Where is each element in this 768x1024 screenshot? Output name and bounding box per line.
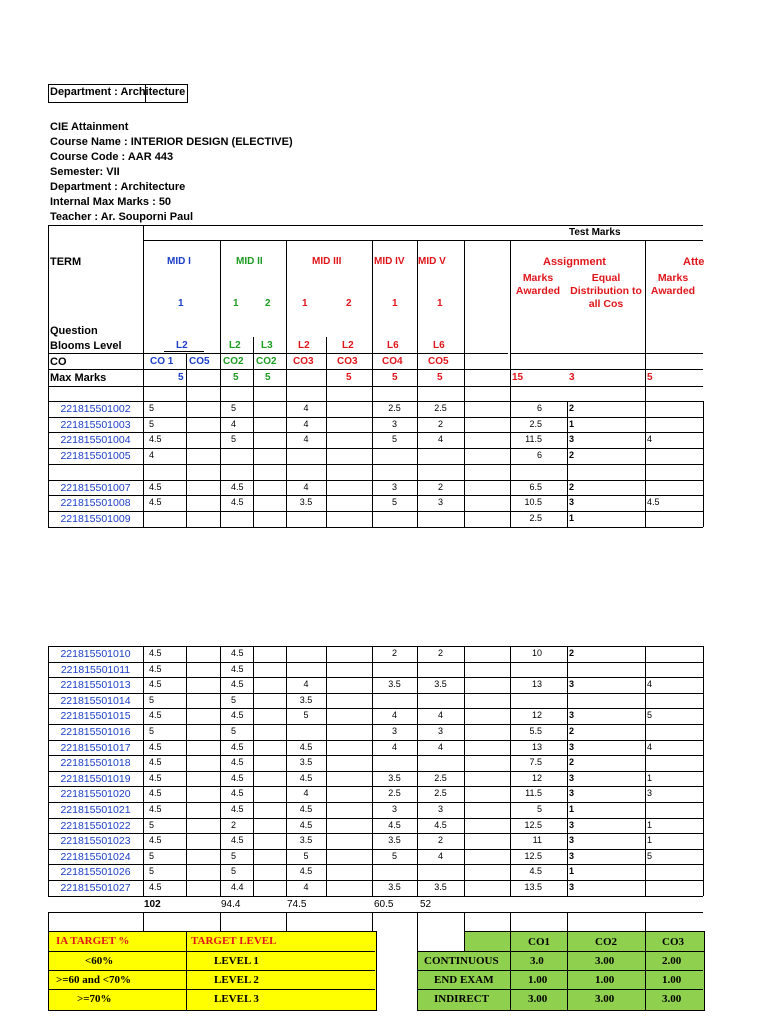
score-cell[interactable]: 4.5 [231,772,244,783]
student-id-cell[interactable]: 221815501015 [60,710,131,723]
score-cell[interactable]: 5 [149,726,155,736]
score-cell[interactable]: 4.5 [149,882,162,892]
score-cell[interactable]: 2 [569,450,575,461]
target-row1-range: <60% [85,955,114,967]
score-cell[interactable]: 3.5 [299,757,313,768]
test-marks-header: Test Marks [569,227,621,238]
score-cell[interactable]: 4.5 [231,648,244,658]
max-marks-label: Max Marks [50,372,107,384]
score-cell[interactable]: 6 [536,403,542,413]
student-id-cell[interactable]: 221815501004 [60,434,131,447]
score-cell[interactable]: 3 [647,788,653,799]
score-cell[interactable]: 2.5 [388,788,401,799]
score-cell[interactable]: 1 [569,512,575,523]
score-cell[interactable]: 3 [391,418,397,429]
score-cell[interactable]: 2 [437,481,443,492]
score-cell[interactable]: 5 [303,710,309,721]
continuous-co1: 3.0 [530,955,544,967]
score-cell[interactable]: 3.5 [388,772,401,783]
score-cell[interactable]: 4.5 [149,772,162,783]
course-name: Course Name : INTERIOR DESIGN (ELECTIVE) [50,136,293,148]
score-cell[interactable]: 4 [647,434,653,445]
course-code: Course Code : AAR 443 [50,151,174,163]
student-id-cell[interactable]: 221815501017 [60,741,131,754]
score-cell[interactable]: 4.5 [149,497,162,508]
score-cell[interactable]: 4 [231,418,237,429]
score-cell[interactable]: 4 [391,741,397,752]
score-cell[interactable]: 3 [437,726,443,736]
student-id-cell[interactable]: 221815501027 [60,882,131,894]
student-id-cell[interactable]: 221815501014 [60,694,131,707]
total-mid5: 52 [420,899,432,910]
co-mid3-b: CO3 [337,356,358,367]
score-cell[interactable]: 3.5 [299,497,313,508]
q-mid3-a: 1 [302,298,308,309]
score-cell[interactable]: 12 [531,710,542,721]
total-mid4: 60.5 [374,899,394,910]
score-cell[interactable]: 5 [149,819,155,830]
mid1-header: MID I [167,256,191,267]
score-cell[interactable]: 4.5 [149,434,162,445]
score-cell[interactable]: 2 [569,481,575,492]
score-cell[interactable]: 3.5 [388,882,401,892]
target-row2-level: LEVEL 2 [214,974,259,986]
score-cell[interactable]: 4 [437,710,443,721]
score-cell[interactable]: 7.5 [529,757,542,768]
score-cell[interactable]: 3 [391,481,397,492]
score-cell[interactable]: 5 [149,850,155,861]
student-id-cell[interactable]: 221815501011 [60,663,131,676]
score-cell[interactable]: 4.5 [149,663,162,674]
score-cell[interactable]: 3 [437,497,443,508]
score-cell[interactable]: 4 [437,741,443,752]
end-exam-co2: 1.00 [595,974,615,986]
score-cell[interactable]: 4.5 [299,819,313,830]
score-cell[interactable]: 4.5 [299,741,313,752]
indirect-co2: 3.00 [595,993,615,1005]
q-mid2-a: 1 [233,298,239,309]
score-cell[interactable]: 3 [569,772,575,783]
score-cell[interactable]: 4 [437,850,443,861]
score-cell[interactable]: 3 [569,788,575,799]
end-exam-label: END EXAM [434,974,494,986]
score-cell[interactable]: 5 [149,403,155,413]
indirect-co1: 3.00 [528,993,548,1005]
score-cell[interactable]: 4.5 [149,741,162,752]
score-cell[interactable]: 3.5 [299,694,313,705]
bl-mid1: L2 [176,340,188,351]
score-cell[interactable]: 3 [569,710,575,721]
score-cell[interactable]: 13.5 [524,882,542,892]
student-id-cell[interactable]: 221815501010 [60,648,131,660]
score-cell[interactable]: 5 [231,434,237,445]
score-cell[interactable]: 2 [437,648,443,658]
score-cell[interactable]: 3.5 [388,679,401,690]
score-cell[interactable]: 5 [231,850,237,861]
mid4-header: MID IV [374,256,405,267]
continuous-co3: 2.00 [662,955,682,967]
score-cell[interactable]: 1 [569,418,575,429]
score-cell[interactable]: 2 [569,757,575,768]
marks-awarded-2-header: Marks Awarded [650,272,696,297]
total-mid1: 102 [144,899,161,910]
score-cell[interactable]: 2.5 [434,788,447,799]
bl-mid2-a: L2 [229,340,241,351]
score-cell[interactable]: 4.5 [149,648,162,658]
score-cell[interactable]: 2 [569,403,575,413]
indirect-label: INDIRECT [434,993,490,1005]
score-cell[interactable]: 4 [149,450,155,461]
end-exam-co3: 1.00 [662,974,682,986]
score-cell[interactable]: 5 [391,497,397,508]
score-cell[interactable]: 1 [647,819,653,830]
total-mid2: 94.4 [221,899,241,910]
score-cell[interactable]: 12.5 [524,819,542,830]
score-cell[interactable]: 5 [149,866,155,877]
department: Department : Architecture [50,181,186,193]
score-cell[interactable]: 4.5 [149,481,162,492]
ia-target-header: IA TARGET % [56,935,130,947]
student-id-cell[interactable]: 221815501016 [60,726,131,738]
score-cell[interactable]: 5 [231,726,237,736]
co-mid5: CO5 [428,356,449,367]
score-cell[interactable]: 3 [391,804,397,814]
max-equal: 3 [569,372,575,383]
score-cell[interactable]: 2 [231,819,237,830]
max-assignment: 15 [512,372,524,383]
student-id-cell[interactable]: 221815501013 [60,679,131,692]
student-id-cell[interactable]: 221815501023 [60,835,131,848]
q-mid3-b: 2 [346,298,352,309]
co-mid3-a: CO3 [293,356,314,367]
q-mid1: 1 [178,298,184,309]
score-cell[interactable]: 4.5 [231,497,244,508]
score-cell[interactable]: 2.5 [388,403,401,413]
score-cell[interactable]: 4 [647,741,653,752]
score-cell[interactable]: 5 [149,694,155,705]
max-mid4: 5 [392,372,398,383]
bl-mid2-b: L3 [261,340,273,351]
bl-mid3-a: L2 [298,340,310,351]
score-cell[interactable]: 4.5 [299,772,313,783]
score-cell[interactable]: 4.4 [231,882,244,892]
score-cell[interactable]: 13 [531,679,542,690]
score-cell[interactable]: 11.5 [525,788,542,799]
score-cell[interactable]: 1 [569,866,575,877]
score-cell[interactable]: 4.5 [149,679,162,690]
term-header: TERM [50,256,82,268]
max-mid3: 5 [346,372,352,383]
score-cell[interactable]: 4.5 [231,710,244,721]
bl-mid5: L6 [433,340,445,351]
score-cell[interactable]: 4.5 [149,804,162,814]
score-cell[interactable]: 2.5 [434,772,447,783]
student-id-cell[interactable]: 221815501003 [60,418,131,431]
score-cell[interactable]: 4.5 [231,663,244,674]
score-cell[interactable]: 4 [303,403,309,413]
score-cell[interactable]: 4 [391,710,397,721]
co-mid2-a: CO2 [223,356,244,367]
score-cell[interactable]: 5 [647,850,653,861]
score-cell[interactable]: 4.5 [231,757,244,768]
score-cell[interactable]: 4 [647,679,653,690]
mid5-header: MID V [418,256,446,267]
score-cell[interactable]: 6 [536,450,542,461]
student-id-cell[interactable]: 221815501009 [60,512,131,525]
score-cell[interactable]: 1 [647,772,653,783]
score-cell[interactable]: 4 [303,788,309,799]
score-cell[interactable]: 10.5 [524,497,542,508]
score-cell[interactable]: 4.5 [231,741,244,752]
score-cell[interactable]: 3 [391,726,397,736]
score-cell[interactable]: 4 [303,434,309,445]
score-cell[interactable]: 5 [149,418,155,429]
score-cell[interactable]: 3 [569,835,575,846]
score-cell[interactable]: 4.5 [149,788,162,799]
score-cell[interactable]: 2 [569,726,575,736]
co1-header: CO1 [528,936,550,948]
bl-mid4: L6 [387,340,399,351]
max-mid2-a: 5 [233,372,239,383]
score-cell[interactable]: 3 [569,850,575,861]
score-cell[interactable]: 13 [531,741,542,752]
mid2-header: MID II [236,256,263,267]
indirect-co3: 3.00 [662,993,682,1005]
score-cell[interactable]: 4.5 [149,757,162,768]
score-cell[interactable]: 4.5 [647,497,660,508]
student-id-cell[interactable]: 221815501022 [60,819,131,832]
target-row2-range: >=60 and <70% [56,974,132,986]
score-cell[interactable]: 1 [647,835,653,846]
score-cell[interactable]: 4.5 [231,804,244,814]
target-row1-level: LEVEL 1 [214,955,259,967]
score-cell[interactable]: 10 [531,648,542,658]
score-cell[interactable]: 5 [303,850,309,861]
equal-distribution-header: Equal Distribution to all Cos [570,272,642,310]
score-cell[interactable]: 4.5 [388,819,401,830]
co-label: CO [50,356,67,368]
score-cell[interactable]: 2.5 [529,512,542,523]
score-cell[interactable]: 3.5 [434,679,447,690]
max-mid2-b: 5 [265,372,271,383]
target-level-header: TARGET LEVEL [191,935,277,947]
score-cell[interactable]: 5 [231,694,237,705]
mid3-header: MID III [312,256,342,267]
score-cell[interactable]: 4 [303,481,309,492]
max-mid5: 5 [437,372,443,383]
score-cell[interactable]: 5 [536,804,542,814]
score-cell[interactable]: 4.5 [434,819,447,830]
assignment-header: Assignment [543,256,606,268]
score-cell[interactable]: 11.5 [525,434,542,445]
blooms-label: Blooms Level [50,340,122,352]
score-cell[interactable]: 5 [391,850,397,861]
end-exam-co1: 1.00 [528,974,548,986]
score-cell[interactable]: 3 [569,434,575,445]
student-id-cell[interactable]: 221815501007 [60,481,131,494]
continuous-co2: 3.00 [595,955,615,967]
score-cell[interactable]: 2.5 [529,418,542,429]
score-cell[interactable]: 12 [531,772,542,783]
score-cell[interactable]: 11 [532,835,542,846]
score-cell[interactable]: 3.5 [299,835,313,846]
attendance-header: Atte [683,256,705,268]
max-attendance: 5 [647,372,653,383]
score-cell[interactable]: 3 [569,679,575,690]
score-cell[interactable]: 4.5 [231,481,244,492]
score-cell[interactable]: 5 [231,403,237,413]
department-top: Department : Architecture [50,86,186,98]
score-cell[interactable]: 4.5 [149,710,162,721]
co-mid4: CO4 [382,356,403,367]
student-id-cell[interactable]: 221815501019 [60,772,131,785]
student-id-cell[interactable]: 221815501008 [60,497,131,510]
score-cell[interactable]: 4.5 [231,679,244,690]
score-cell[interactable]: 4 [303,418,309,429]
teacher: Teacher : Ar. Souporni Paul [50,211,194,223]
score-cell[interactable]: 4 [437,434,443,445]
question-label: Question [50,325,98,337]
score-cell[interactable]: 4.5 [231,788,244,799]
q-mid2-b: 2 [265,298,271,309]
score-cell[interactable]: 2 [437,835,443,846]
student-id-cell[interactable]: 221815501005 [60,450,131,463]
score-cell[interactable]: 12.5 [524,850,542,861]
total-mid3: 74.5 [287,899,307,910]
semester: Semester: VII [50,166,120,178]
score-cell[interactable]: 4 [303,882,309,892]
score-cell[interactable]: 5 [391,434,397,445]
max-mid1: 5 [178,372,184,383]
student-id-cell[interactable]: 221815501021 [60,804,131,816]
q-mid4: 1 [392,298,398,309]
student-id-cell[interactable]: 221815501026 [60,866,131,879]
score-cell[interactable]: 4.5 [299,866,313,877]
score-cell[interactable]: 3 [437,804,443,814]
cie-title: CIE Attainment [50,121,129,133]
score-cell[interactable]: 1 [569,804,575,814]
score-cell[interactable]: 5 [647,710,653,721]
score-cell[interactable]: 2.5 [434,403,447,413]
co-mid1-b: CO5 [189,356,210,367]
bl-mid3-b: L2 [342,340,354,351]
score-cell[interactable]: 4 [303,679,309,690]
score-cell[interactable]: 5.5 [529,726,542,736]
score-cell[interactable]: 3 [569,882,575,892]
co3-header: CO3 [662,936,684,948]
q-mid5: 1 [437,298,443,309]
score-cell[interactable]: 3 [569,819,575,830]
score-cell[interactable]: 3 [569,497,575,508]
internal-max-marks: Internal Max Marks : 50 [50,196,172,208]
student-id-cell[interactable]: 221815501020 [60,788,131,801]
score-cell[interactable]: 4.5 [529,866,542,877]
score-cell[interactable]: 5 [231,866,237,877]
score-cell[interactable]: 3 [569,741,575,752]
co-mid2-b: CO2 [256,356,277,367]
score-cell[interactable]: 2 [437,418,443,429]
score-cell[interactable]: 4.5 [231,835,244,846]
score-cell[interactable]: 2 [569,648,575,658]
score-cell[interactable]: 4.5 [149,835,162,846]
score-cell[interactable]: 3.5 [434,882,447,892]
student-id-cell[interactable]: 221815501002 [60,403,131,415]
marks-awarded-header: Marks Awarded [515,272,561,297]
student-id-cell[interactable]: 221815501024 [60,850,131,863]
score-cell[interactable]: 6.5 [529,481,542,492]
score-cell[interactable]: 3.5 [388,835,401,846]
student-id-cell[interactable]: 221815501018 [60,757,131,770]
score-cell[interactable]: 2 [391,648,397,658]
score-cell[interactable]: 4.5 [299,804,313,814]
co-mid1-a: CO 1 [150,356,174,367]
continuous-label: CONTINUOUS [424,955,499,967]
co2-header: CO2 [595,936,617,948]
target-row3-range: >=70% [77,993,112,1005]
target-row3-level: LEVEL 3 [214,993,259,1005]
